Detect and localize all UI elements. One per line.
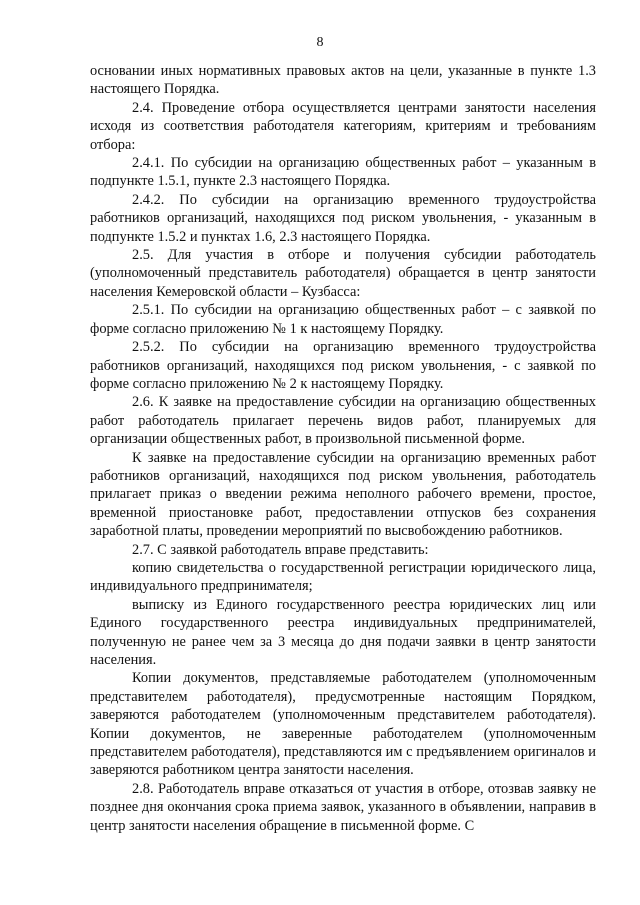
paragraph-2-7: 2.7. С заявкой работодатель вправе представить:	[132, 541, 429, 558]
page-number: 8	[316, 35, 324, 50]
paragraph-2-4: 2.4. Проведение отбора осуществляется центрами занятости населения исходя из соответствия работодателя категориям, критериям и требованиям отбора:	[90, 99, 596, 153]
paragraph-2-6: 2.6. К заявке на предоставление субсидии на организацию общественных работ работодатель прилагает перечень видов работ, планируемых для организации общественных работ, в произвольной письменной форме.	[90, 394, 596, 448]
paragraph-2-8: 2.8. Работодатель вправе отказаться от участия в отборе, отозвав заявку не позднее дня окончания срока приема заявок, указанного в объявлении, направив в центр занятости населения обращение в письменной форме. С	[90, 780, 596, 834]
paragraph-2-7-document-copies: Копии документов, представляемые работодателем (уполномоченным представителем работодателя), предусмотренные настоящим Порядком, заверяются работодателем (уполномоченным представителем работодателя). Копии документов, не заверенные работодателем (уполномоченным представителем работодателя), представляются им с предъявлением оригиналов и заверяются работником центра занятости населения.	[90, 670, 596, 779]
document-body	[90, 62, 596, 835]
paragraph-2-5-2: 2.5.2. По субсидии на организацию временного трудоустройства работников организаций, находящихся под риском увольнения, - с заявкой по форме согласно приложению № 2 к настоящему Порядку.	[90, 339, 596, 392]
paragraph-continuation: основании иных нормативных правовых актов на цели, указанные в пункте 1.3 настоящего Порядка.	[90, 63, 596, 98]
paragraph-2-5-1: 2.5.1. По субсидии на организацию общественных работ – с заявкой по форме согласно приложению № 1 к настоящему Порядку.	[90, 302, 596, 337]
paragraph-2-5: 2.5. Для участия в отборе и получения субсидии работодатель (уполномоченный представитель работодателя) обращается в центр занятости населения Кемеровской области – Кузбасса:	[90, 247, 596, 300]
paragraph-2-7-registration-copy: копию свидетельства о государственной регистрации юридического лица, индивидуального предпринимателя;	[90, 559, 596, 595]
paragraph-2-6-temporary-works: К заявке на предоставление субсидии на организацию временных работ работников организаций, находящихся под риском увольнения, работодатель прилагает приказ о введении режима неполного рабочего времени, простое, временной приостановке работ, предоставлении отпусков без сохранения заработной платы, проведении мероприятий по высвобождению работников.	[90, 449, 596, 540]
paragraph-2-4-2: 2.4.2. По субсидии на организацию временного трудоустройства работников организаций, находящихся под риском увольнения, - указанным в подпункте 1.5.2 и пунктах 1.6, 2.3 настоящего Порядка.	[90, 191, 596, 245]
paragraph-2-7-registry-extract: выписку из Единого государственного реестра юридических лиц или Единого государственного реестра индивидуальных предпринимателей, полученную не ранее чем за 3 месяца до дня подачи заявки в центр занятости населения.	[90, 596, 596, 668]
paragraph-2-4-1: 2.4.1. По субсидии на организацию общественных работ – указанным в подпункте 1.5.1, пункте 2.3 настоящего Порядка.	[90, 155, 596, 190]
